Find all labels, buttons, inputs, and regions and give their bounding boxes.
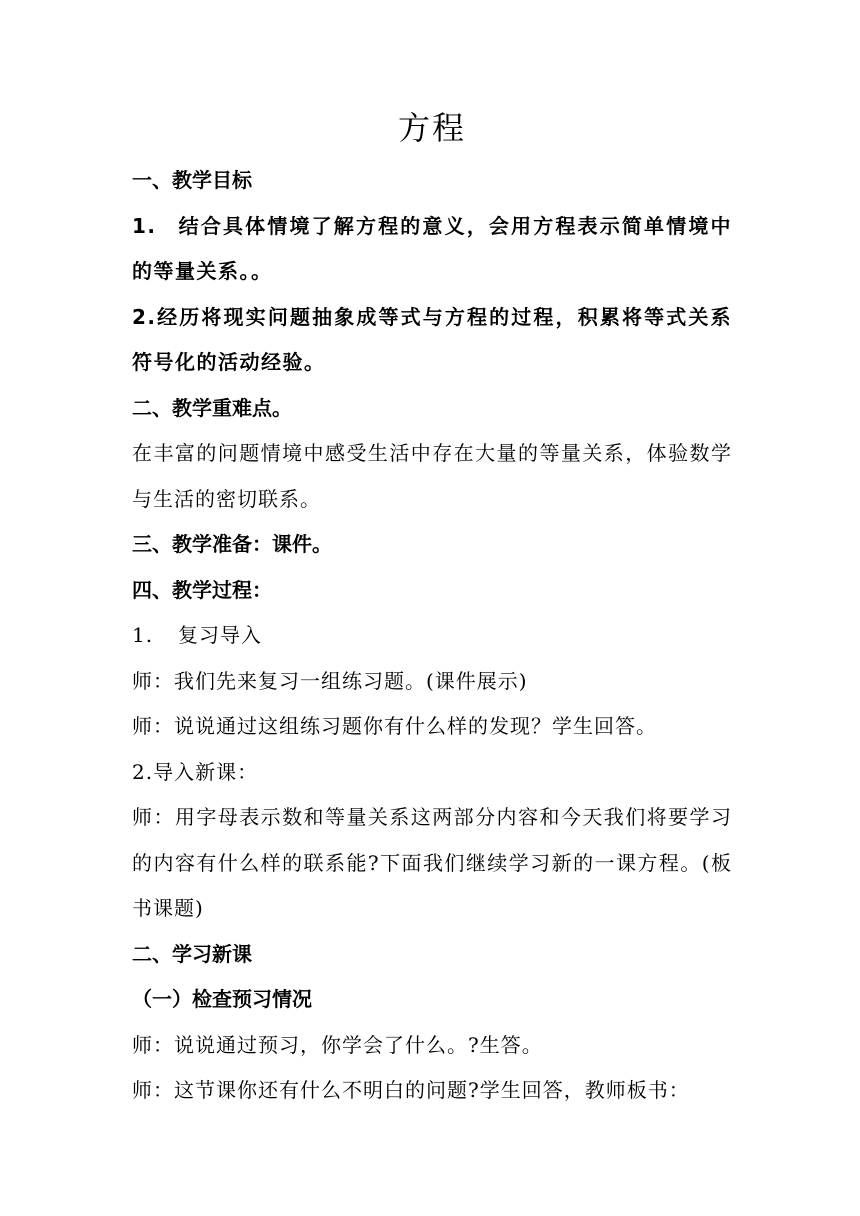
step-2-text: 师：用字母表示数和等量关系这两部分内容和今天我们将要学习的内容有什么样的联系能?下面我们继续学习新的一课方程。(板书课题): [132, 805, 732, 920]
goal-item-1-number: 1.: [132, 213, 157, 238]
goals-heading: 一、教学目标: [132, 168, 252, 192]
step-1-number: 1.: [132, 623, 154, 647]
goal-item-1: [132, 204, 732, 295]
step-2-heading: 2.导入新课：: [132, 759, 259, 784]
document-title: 方程: [397, 109, 466, 147]
goal-item-1-text: 结合具体情境了解方程的意义，会用方程表示简单情境中的等量关系。。: [132, 213, 732, 283]
goal-item-2: 2.经历将现实问题抽象成等式与方程的过程，积累将等式关系符号化的活动经验。: [132, 304, 732, 374]
document-page: [132, 100, 732, 1114]
step-1-title: 复习导入: [178, 623, 262, 647]
preview-line-2: 师：这节课你还有什么不明白的问题?学生回答，教师板书：: [132, 1078, 690, 1102]
process-heading: 四、教学过程：: [132, 577, 272, 602]
key-points-heading: 二、教学重难点。: [132, 395, 292, 420]
step-1-line-2: 师：说说通过这组练习题你有什么样的发现？学生回答。: [132, 714, 657, 738]
preview-line-1: 师：说说通过预习，你学会了什么。?生答。: [132, 1032, 543, 1057]
preview-check-heading: （一）检查预习情况: [132, 987, 312, 1011]
preparation-heading: 三、教学准备：课件。: [132, 532, 332, 556]
step-1-line-1: 师：我们先来复习一组练习题。(课件展示): [132, 668, 528, 693]
key-points-text: 在丰富的问题情境中感受生活中存在大量的等量关系，体验数学与生活的密切联系。: [132, 441, 732, 511]
step-1-heading: [132, 613, 732, 659]
new-lesson-heading: 二、学习新课: [132, 941, 252, 966]
